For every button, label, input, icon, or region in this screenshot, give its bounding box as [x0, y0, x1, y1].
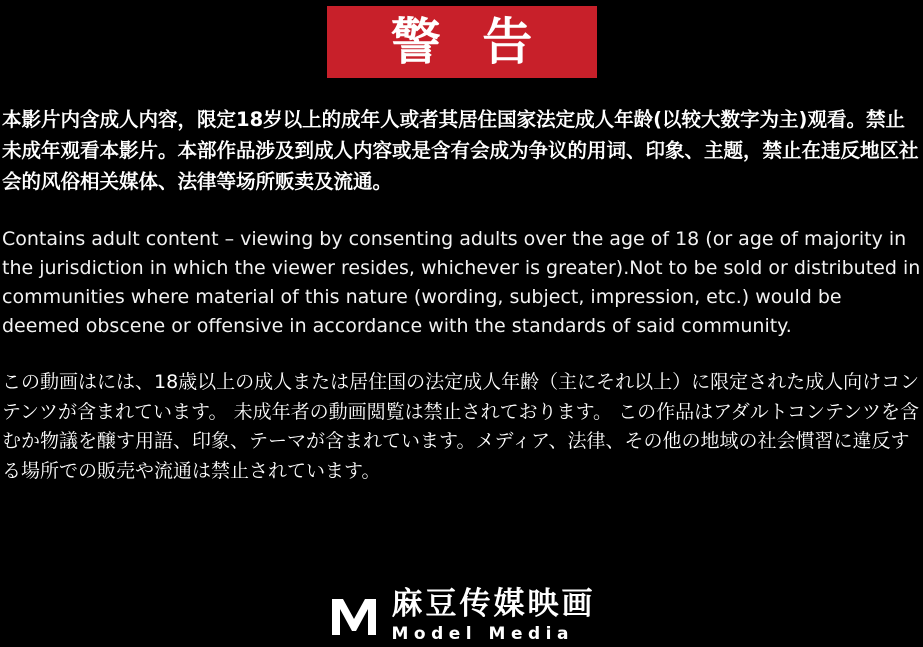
notice-text-chinese: 本影片内含成人内容，限定18岁以上的成年人或者其居住国家法定成人年龄(以较大数字为主)观看。禁止未成年观看本影片。本部作品涉及到成人内容或是含有会成为争议的用词、印象、主题，禁止在违反地区社会的风俗相关媒体、法律等场所贩卖及流通。	[2, 108, 919, 193]
warning-banner	[327, 6, 597, 78]
notice-content	[0, 104, 923, 486]
m-monogram-icon	[328, 593, 380, 639]
spacer-2	[2, 341, 921, 368]
notice-text-japanese: この動画はには、18歳以上の成人または居住国の法定成人年齢（主にそれ以上）に限定された成人向けコンテンツが含まれています。 未成年者の動画閲覧は禁止されております。 この作品はアダルトコンテンツを含むか物議を醸す用語、印象、テーマが含まれています。メディア、法律、その他の地域の社会慣習に違反する場所での販売や流通は禁止されています。	[2, 371, 920, 482]
spacer-1	[2, 197, 921, 225]
brand-logo	[328, 586, 596, 644]
brand-logo-container	[0, 586, 923, 644]
brand-logo-text	[391, 586, 596, 644]
brand-name-chinese: 麻豆传媒映画	[391, 586, 596, 622]
brand-name-english: Model Media	[391, 624, 574, 644]
notice-text-english: Contains adult content – viewing by consenting adults over the age of 18 (or age of majority in the jurisdiction in which the viewer resides, whichever is greater).Not to be sold or distributed in communities where material of this nature (wording, subject, impression, etc.) would be deemed obscene or offensive in accordance with the standards of said community.	[2, 228, 921, 337]
warning-banner-container	[0, 6, 923, 78]
warning-banner-label: 警 告	[390, 13, 545, 71]
